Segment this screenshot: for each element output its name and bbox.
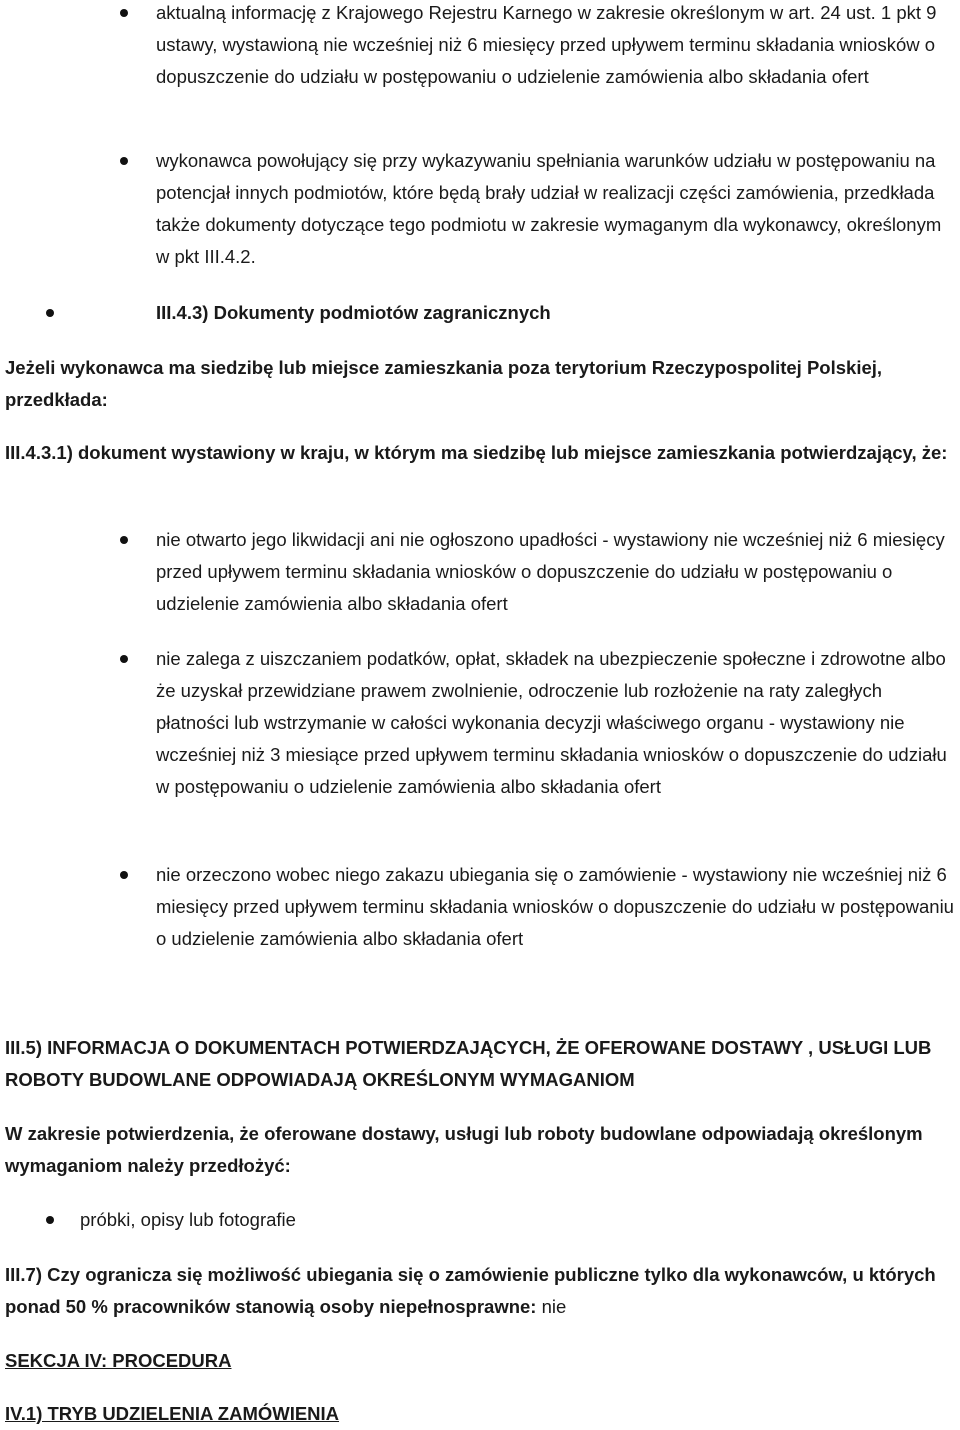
section-heading-iii-4-3: III.4.3) Dokumenty podmiotów zagranicznych — [156, 302, 551, 323]
bullet — [46, 1216, 54, 1224]
list-item-likwidacja: nie otwarto jego likwidacji ani nie ogłoszono upadłości - wystawiony nie wcześniej niż 6 miesięcy przed upływem terminu składania wniosków o dopuszczenie do udziału w postępowaniu o udzielenie zamówienia albo składania ofert — [156, 529, 945, 614]
section-intro-iii-5: W zakresie potwierdzenia, że oferowane dostawy, usługi lub roboty budowlane odpowiadają określonym wymaganiom należy przedłożyć: — [5, 1123, 923, 1176]
sub-heading-iii-4-3-1: III.4.3.1) dokument wystawiony w kraju, w którym ma siedzibę lub miejsce zamieszkania potwierdzający, że: — [5, 442, 948, 463]
section-heading-iii-5: III.5) INFORMACJA O DOKUMENTACH POTWIERDZAJĄCYCH, ŻE OFEROWANE DOSTAWY , USŁUGI LUB ROBOTY BUDOWLANE ODPOWIADAJĄ OKREŚLONYM WYMAGANIOM — [5, 1037, 932, 1090]
bullet — [120, 9, 128, 17]
bullet — [46, 309, 54, 317]
list-item-potencjal: wykonawca powołujący się przy wykazywaniu spełniania warunków udziału w postępowaniu na potencjał innych podmiotów, które będą brały udział w realizacji części zamówienia, przedkłada także dokumenty dotyczące tego podmiotu w zakresie wymaganym dla wykonawcy, określonym w pkt III.4.2. — [156, 150, 942, 267]
section-iii-7 — [5, 1259, 955, 1323]
list-item-zakaz: nie orzeczono wobec niego zakazu ubiegania się o zamówienie - wystawiony nie wcześniej niż 6 miesięcy przed upływem terminu składania wniosków o dopuszczenie do udziału w postępowaniu o udzielenie zamówienia albo składania ofert — [156, 864, 954, 949]
bullet — [120, 655, 128, 663]
section-iv-1-heading: IV.1) TRYB UDZIELENIA ZAMÓWIENIA — [5, 1403, 340, 1424]
bullet — [120, 871, 128, 879]
section-iv-heading: SEKCJA IV: PROCEDURA — [5, 1350, 232, 1371]
section-intro-foreign: Jeżeli wykonawca ma siedzibę lub miejsce zamieszkania poza terytorium Rzeczypospolitej Polskiej, przedkłada: — [5, 357, 883, 410]
bullet — [120, 157, 128, 165]
answer-text: nie — [541, 1296, 567, 1317]
list-item-krk: aktualną informację z Krajowego Rejestru Karnego w zakresie określonym w art. 24 ust. 1 pkt 9 ustawy, wystawioną nie wcześniej niż 6 miesięcy przed upływem terminu składania wniosków o dopuszczenie do udziału w postępowaniu o udzielenie zamówienia albo składania ofert — [156, 2, 937, 87]
bullet — [120, 536, 128, 544]
question-text: III.7) Czy ogranicza się możliwość ubiegania się o zamówienie publiczne tylko dla wykonawców, u których ponad 50 % pracowników stanowią osoby niepełnosprawne: — [5, 1264, 936, 1317]
list-item-podatki: nie zalega z uiszczaniem podatków, opłat, składek na ubezpieczenie społeczne i zdrowotne albo że uzyskał przewidziane prawem zwolnienie, odroczenie lub rozłożenie na raty zaległych płatności lub wstrzymanie w całości wykonania decyzji właściwego organu - wystawiony nie wcześniej niż 3 miesiące przed upływem terminu składania wniosków o dopuszczenie do udziału w postępowaniu o udzielenie zamówienia albo składania ofert — [156, 648, 947, 797]
list-item-probki: próbki, opisy lub fotografie — [80, 1209, 296, 1230]
